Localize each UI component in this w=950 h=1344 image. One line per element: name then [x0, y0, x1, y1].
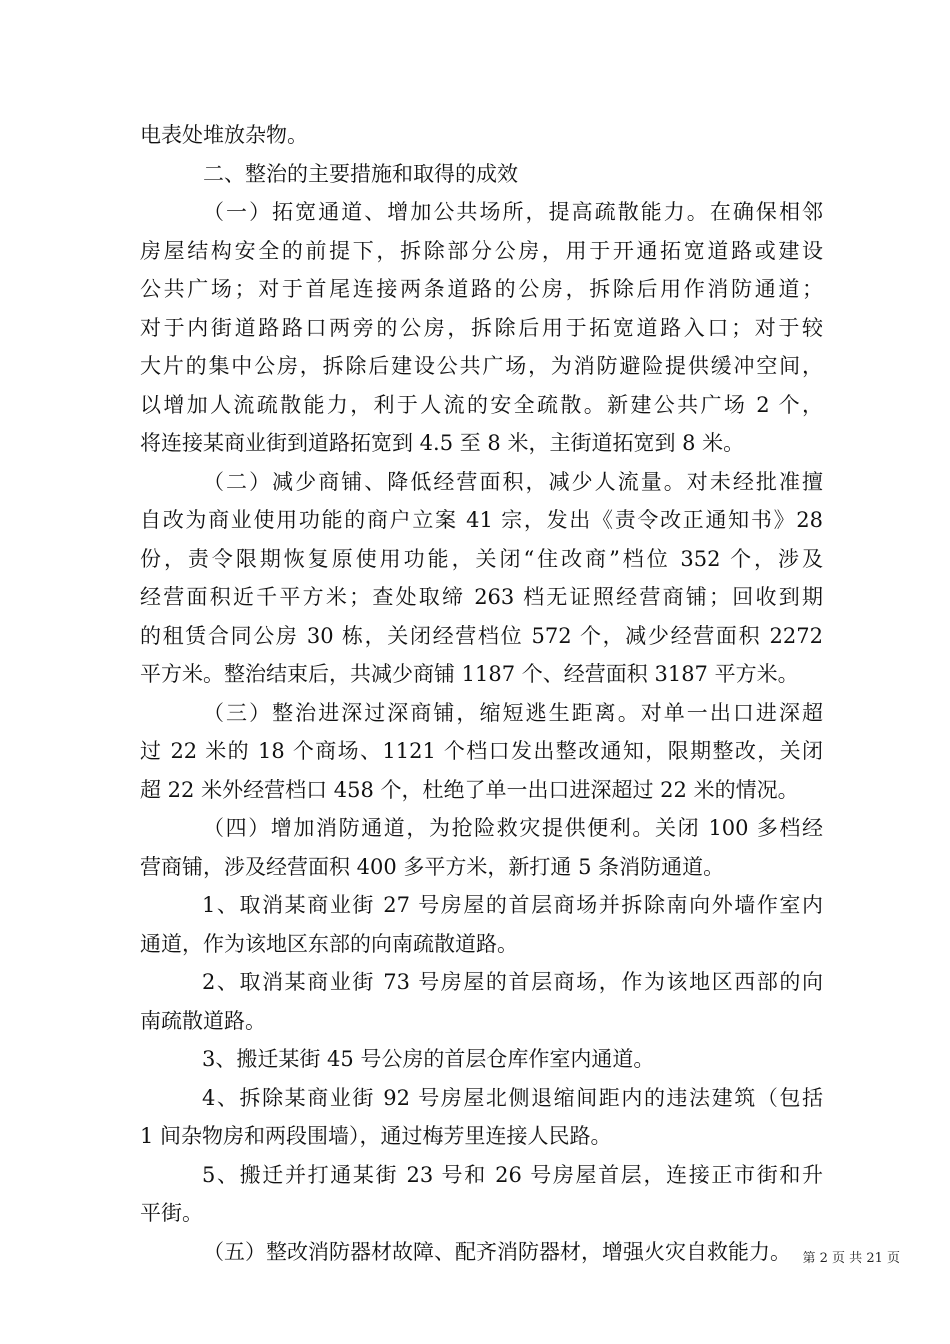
paragraph-line: 将连接某商业街到道路拓宽到 4.5 至 8 米，主街道拓宽到 8 米。 — [140, 431, 745, 455]
list-item-line: 4、拆除某商业街 92 号房屋北侧退缩间距内的违法建筑（包括 — [202, 1085, 823, 1110]
list-item-line: 通道，作为该地区东部的向南疏散道路。 — [140, 931, 518, 956]
list-item-line: 1 间杂物房和两段围墙），通过梅芳里连接人民路。 — [140, 1124, 612, 1148]
paragraph-line: （二）减少商铺、降低经营面积，减少人流量。对未经批准擅 — [203, 469, 823, 494]
document-body — [140, 116, 823, 1271]
paragraph-line: 房屋结构安全的前提下，拆除部分公房，用于开通拓宽道路或建设 — [140, 238, 823, 263]
section-heading: 二、整治的主要措施和取得的成效 — [203, 161, 518, 186]
paragraph-line: （一）拓宽通道、增加公共场所，提高疏散能力。在确保相邻 — [203, 200, 823, 224]
list-item-line: 南疏散道路。 — [140, 1008, 266, 1033]
paragraph-line: 营商铺，涉及经营面积 400 多平方米，新打通 5 条消防通道。 — [140, 854, 725, 879]
paragraph-line: （四）增加消防通道，为抢险救灾提供便利。关闭 100 多档经 — [203, 816, 823, 840]
list-item-line: 5、搬迁并打通某街 23 号和 26 号房屋首层，连接正市街和升 — [202, 1162, 823, 1187]
paragraph-line: （三）整治进深过深商铺，缩短逃生距离。对单一出口进深超 — [203, 700, 823, 725]
paragraph-line: 超 22 米外经营档口 458 个，杜绝了单一出口进深超过 22 米的情况。 — [140, 777, 799, 802]
text-line: 电表处堆放杂物。 — [140, 123, 308, 147]
paragraph-line: 对于内街道路路口两旁的公房，拆除后用于拓宽道路入口；对于较 — [140, 315, 823, 340]
paragraph-line: （五）整改消防器材故障、配齐消防器材，增强火灾自救能力。 — [203, 1239, 791, 1264]
list-item-line: 2、取消某商业街 73 号房屋的首层商场，作为该地区西部的向 — [202, 970, 823, 994]
paragraph-line: 份，责令限期恢复原使用功能，关闭“住改商”档位 352 个，涉及 — [140, 546, 823, 571]
paragraph-line: 的租赁合同公房 30 栋，关闭经营档位 572 个，减少经营面积 2272 — [140, 623, 823, 648]
paragraph-line: 以增加人流疏散能力，利于人流的安全疏散。新建公共广场 2 个， — [140, 392, 823, 417]
list-item-line: 平街。 — [140, 1201, 203, 1225]
list-item-line: 1、取消某商业街 27 号房屋的首层商场并拆除南向外墙作室内 — [202, 893, 823, 917]
paragraph-line: 大片的集中公房，拆除后建设公共广场，为消防避险提供缓冲空间， — [140, 354, 823, 378]
paragraph-line: 平方米。整治结束后，共减少商铺 1187 个、经营面积 3187 平方米。 — [140, 662, 799, 686]
page-number-footer: 第 2 页 共 21 页 — [802, 1251, 900, 1266]
paragraph-line: 自改为商业使用功能的商户立案 41 宗，发出《责令改正通知书》28 — [140, 508, 823, 532]
paragraph-line: 过 22 米的 18 个商场、1121 个档口发出整改通知，限期整改，关闭 — [140, 739, 823, 763]
paragraph-line: 经营面积近千平方米；查处取缔 263 档无证照经营商铺；回收到期 — [140, 585, 823, 609]
list-item-line: 3、搬迁某街 45 号公房的首层仓库作室内通道。 — [202, 1047, 655, 1071]
paragraph-line: 公共广场；对于首尾连接两条道路的公房，拆除后用作消防通道； — [140, 277, 823, 301]
